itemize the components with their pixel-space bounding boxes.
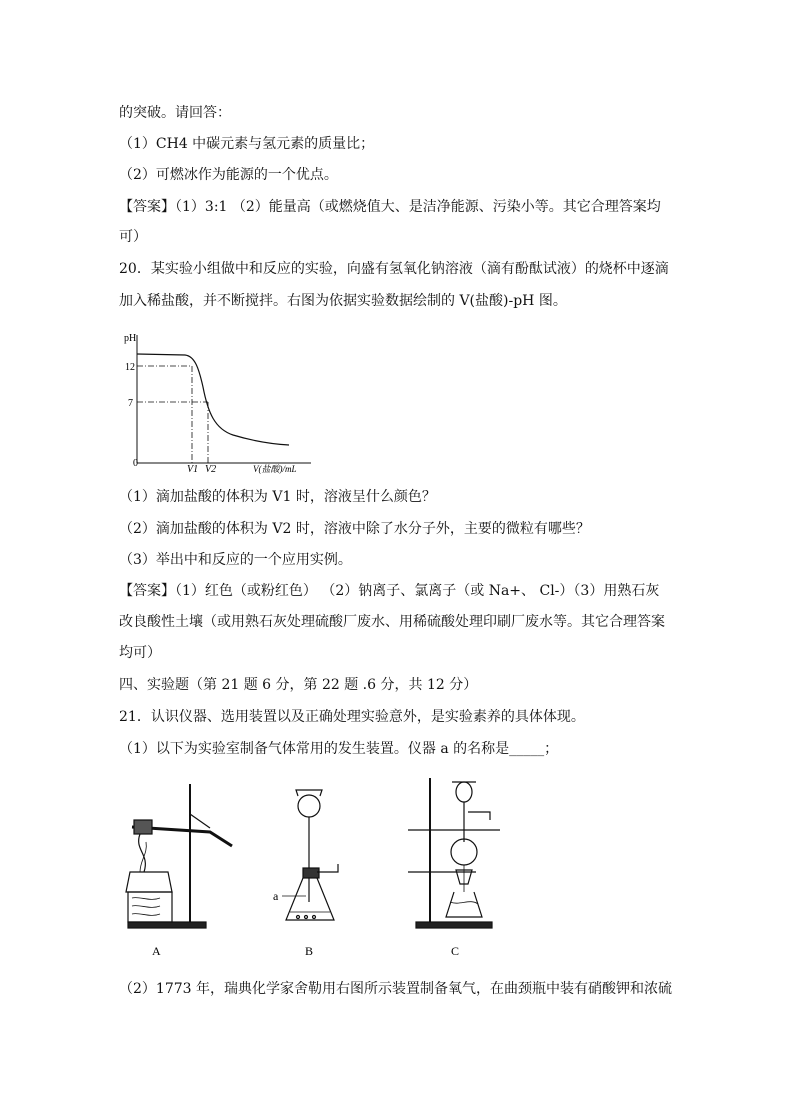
- apparatus-a: [126, 784, 232, 928]
- q21-part1: （1）以下为实验室制备气体常用的发生装置。仪器 a 的名称是_____；: [119, 741, 559, 757]
- apparatus-figure: [110, 772, 510, 964]
- apparatus-b: [282, 790, 338, 920]
- x-axis-label: V(盐酸)/mL: [253, 464, 297, 474]
- q21-stem: 21．认识仪器、选用装置以及正确处理实验意外，是实验素养的具体体现。: [119, 709, 585, 725]
- ytick-7: 7: [128, 398, 133, 409]
- q20-part1: （1）滴加盐酸的体积为 V1 时，溶液呈什么颜色？: [119, 489, 436, 505]
- xtick-v2: V2: [205, 464, 217, 475]
- answer-20-line2: 改良酸性土壤（或用熟石灰处理硫酸厂废水、用稀硫酸处理印刷厂废水等。其它合理答案: [119, 614, 665, 630]
- section-4-heading: 四、实验题（第 21 题 6 分，第 22 题 .6 分，共 12 分）: [119, 677, 478, 693]
- q21-part2: （2）1773 年，瑞典化学家舍勒用右图所示装置制备氧气，在曲颈瓶中装有硝酸钾和浓硫: [119, 981, 672, 997]
- answer-19-line2: 可）: [119, 229, 147, 245]
- ytick-12: 12: [125, 362, 135, 373]
- q19-part2: （2）可燃冰作为能源的一个优点。: [119, 167, 338, 183]
- q20-line1: 20．某实验小组做中和反应的实验，向盛有氢氧化钠溶液（滴有酚酞试液）的烧杯中逐滴: [119, 261, 669, 277]
- answer-19-line1: 【答案】（1）3:1 （2）能量高（或燃烧值大、是洁净能源、污染小等。其它合理答案均: [119, 199, 661, 215]
- ph-curve: [137, 354, 289, 445]
- label-c-caption: C: [451, 944, 460, 958]
- label-instrument-a: a: [273, 889, 279, 903]
- ytick-0: 0: [133, 458, 138, 469]
- apparatus-c: [408, 778, 500, 928]
- q19-part1: （1）CH4 中碳元素与氢元素的质量比；: [119, 136, 375, 152]
- ph-chart: [119, 325, 319, 475]
- q20-line2: 加入稀盐酸，并不断搅拌。右图为依据实验数据绘制的 V(盐酸)-pH 图。: [119, 293, 567, 309]
- intro-tail: 的突破。请回答：: [119, 105, 231, 121]
- answer-20-line3: 均可）: [119, 645, 161, 661]
- label-a-caption: A: [152, 944, 161, 958]
- xtick-v1: V1: [187, 464, 199, 475]
- y-axis-label: pH: [124, 333, 137, 344]
- q20-part3: （3）举出中和反应的一个应用实例。: [119, 552, 352, 568]
- q20-part2: （2）滴加盐酸的体积为 V2 时，溶液中除了水分子外，主要的微粒有哪些？: [119, 521, 590, 537]
- answer-20-line1: 【答案】（1）红色（或粉红色） （2）钠离子、氯离子（或 Na+、 Cl-）（3）用熟石灰: [119, 583, 660, 599]
- label-b-caption: B: [305, 944, 314, 958]
